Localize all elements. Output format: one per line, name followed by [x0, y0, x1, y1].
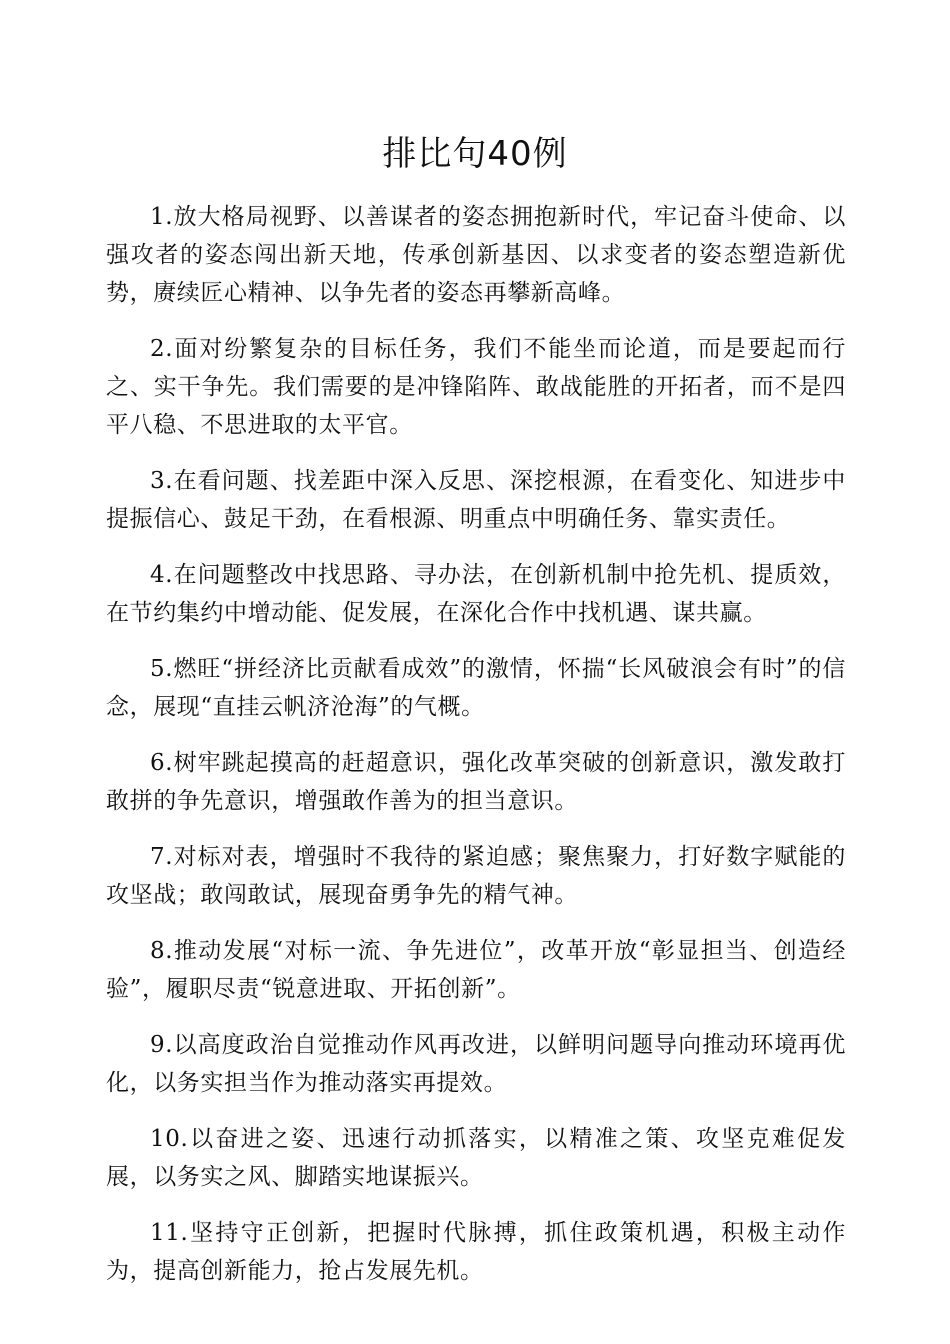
paragraph-1: 1.放大格局视野、以善谋者的姿态拥抱新时代，牢记奋斗使命、以强攻者的姿态闯出新天地，传承创新基因、以求变者的姿态塑造新优势，赓续匠心精神、以争先者的姿态再攀新高峰。	[106, 204, 846, 306]
document-body	[106, 198, 846, 1308]
paragraph-6: 6.树牢跳起摸高的赶超意识，强化改革突破的创新意识，激发敢打敢拼的争先意识，增强敢作善为的担当意识。	[106, 750, 846, 814]
paragraph-9: 9.以高度政治自觉推动作风再改进，以鲜明问题导向推动环境再优化，以务实担当作为推动落实再提效。	[106, 1032, 846, 1096]
paragraph-8: 8.推动发展“对标一流、争先进位”，改革开放“彰显担当、创造经验”，履职尽责“锐意进取、开拓创新”。	[106, 938, 846, 1002]
document-title: 排比句40例	[382, 134, 568, 174]
paragraph-11: 11.坚持守正创新，把握时代脉搏，抓住政策机遇，积极主动作为，提高创新能力，抢占发展先机。	[106, 1220, 846, 1284]
paragraph-2: 2.面对纷繁复杂的目标任务，我们不能坐而论道，而是要起而行之、实干争先。我们需要的是冲锋陷阵、敢战能胜的开拓者，而不是四平八稳、不思进取的太平官。	[106, 336, 846, 438]
paragraph-5: 5.燃旺“拼经济比贡献看成效”的激情，怀揣“长风破浪会有时”的信念，展现“直挂云帆济沧海”的气概。	[106, 656, 846, 720]
paragraph-3: 3.在看问题、找差距中深入反思、深挖根源，在看变化、知进步中提振信心、鼓足干劲，在看根源、明重点中明确任务、靠实责任。	[106, 468, 846, 532]
paragraph-4: 4.在问题整改中找思路、寻办法，在创新机制中抢先机、提质效，在节约集约中增动能、促发展，在深化合作中找机遇、谋共赢。	[106, 562, 846, 626]
paragraph-7: 7.对标对表，增强时不我待的紧迫感；聚焦聚力，打好数字赋能的攻坚战；敢闯敢试，展现奋勇争先的精气神。	[106, 844, 846, 908]
paragraph-10: 10.以奋进之姿、迅速行动抓落实，以精准之策、攻坚克难促发展，以务实之风、脚踏实地谋振兴。	[106, 1126, 846, 1190]
